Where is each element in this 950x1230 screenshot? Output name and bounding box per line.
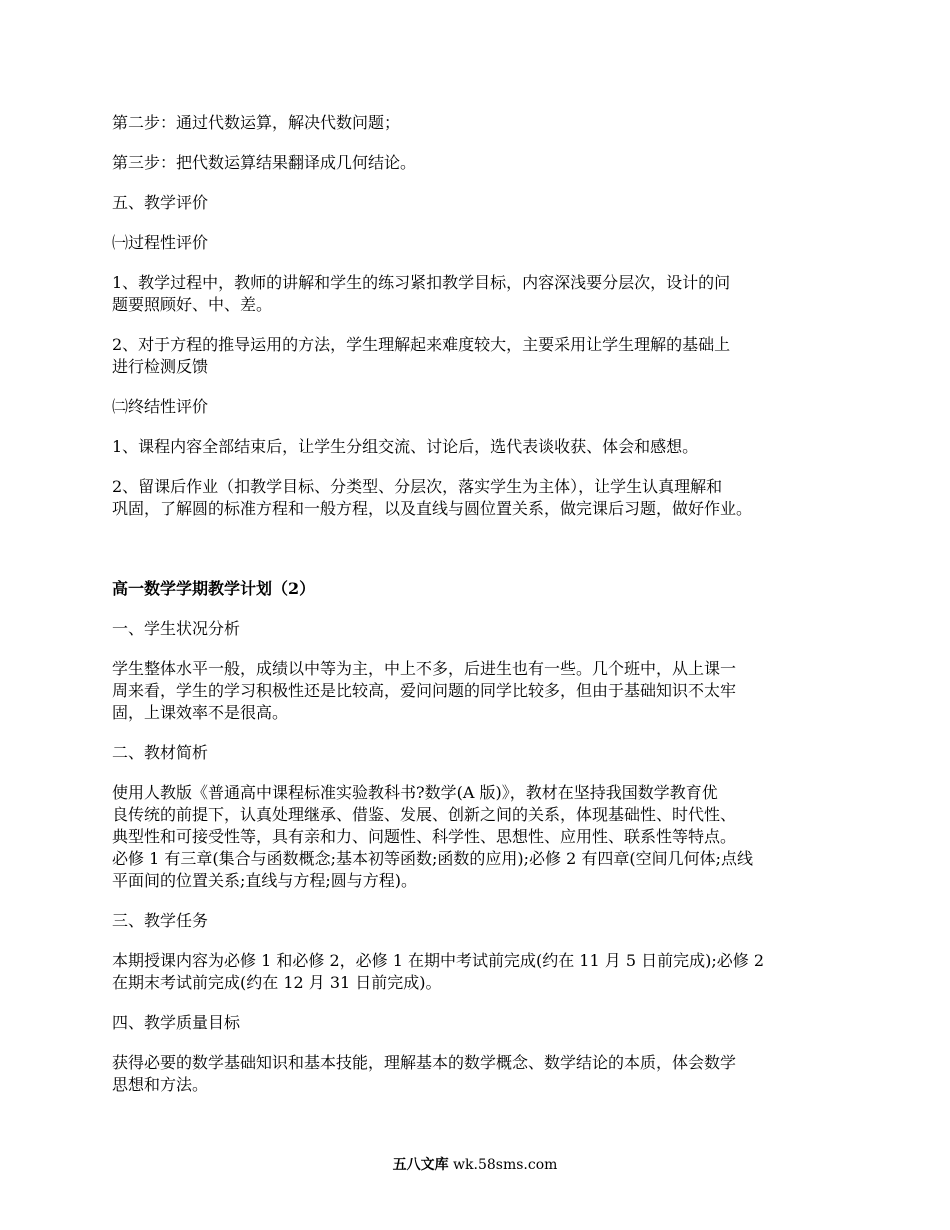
paragraph-student-analysis	[112, 658, 840, 724]
text-line: 必修 1 有三章(集合与函数概念;基本初等函数;函数的应用);必修 2 有四章(空间几何体;点线	[112, 849, 753, 868]
page-footer	[0, 1156, 950, 1174]
text-line: 1、教学过程中，教师的讲解和学生的练习紧扣教学目标，内容深浅要分层次，设计的问	[112, 273, 731, 292]
text-line: 平面间的位置关系;直线与方程;圆与方程)。	[112, 871, 418, 890]
paragraph-summative-2	[112, 476, 840, 520]
text-line: 在期末考试前完成(约在 12 月 31 日前完成)。	[112, 973, 442, 992]
text-line: 获得必要的数学基础知识和基本技能，理解基本的数学概念、数学结论的本质，体会数学	[112, 1053, 737, 1072]
footer-brand: 五八文库	[392, 1157, 449, 1173]
paragraph-teaching-tasks	[112, 950, 840, 994]
subheading-process-evaluation: ㈠过程性评价	[112, 233, 209, 252]
heading-student-analysis: 一、学生状况分析	[112, 619, 241, 638]
footer-site-link[interactable]: wk.58sms.com	[448, 1157, 558, 1173]
heading-quality-goals: 四、教学质量目标	[112, 1013, 241, 1032]
text-line: 典型性和可接受性等，具有亲和力、问题性、科学性、思想性、应用性、联系性等特点。	[112, 827, 737, 846]
text-line: 题要照顾好、中、差。	[112, 295, 273, 314]
paragraph-textbook-analysis	[112, 782, 840, 892]
paragraph-process-1	[112, 272, 840, 316]
document-body	[112, 112, 840, 1096]
text-line: 周来看，学生的学习积极性还是比较高，爱问问题的同学比较多，但由于基础知识不太牢	[112, 681, 737, 700]
text-line: 2、对于方程的推导运用的方法，学生理解起来难度较大，主要采用让学生理解的基础上	[112, 335, 731, 354]
text-line: 2、留课后作业（扣教学目标、分类型、分层次，落实学生为主体），让学生认真理解和	[112, 477, 723, 496]
text-line: 进行检测反馈	[112, 357, 209, 376]
paragraph-process-2	[112, 334, 840, 378]
text-line: 本期授课内容为必修 1 和必修 2，必修 1 在期中考试前完成(约在 11 月 5 日前完成);必修 2	[112, 951, 764, 970]
paragraph-step-three: 第三步：把代数运算结果翻译成几何结论。	[112, 153, 417, 172]
heading-textbook-analysis: 二、教材简析	[112, 743, 209, 762]
text-line: 固，上课效率不是很高。	[112, 703, 289, 722]
text-line: 学生整体水平一般，成绩以中等为主，中上不多，后进生也有一些。几个班中，从上课一	[112, 659, 737, 678]
heading-teaching-evaluation: 五、教学评价	[112, 193, 209, 212]
text-line: 思想和方法。	[112, 1075, 209, 1094]
section-title: 高一数学学期教学计划（2）	[112, 579, 316, 598]
paragraph-quality-goals	[112, 1052, 840, 1096]
text-line: 巩固，了解圆的标准方程和一般方程，以及直线与圆位置关系，做完课后习题，做好作业。	[112, 499, 753, 518]
paragraph-summative-1: 1、课程内容全部结束后，让学生分组交流、讨论后，选代表谈收获、体会和感想。	[112, 437, 699, 456]
subheading-summative-evaluation: ㈡终结性评价	[112, 397, 209, 416]
text-line: 使用人教版《普通高中课程标准实验教科书?数学(A 版)》，教材在坚持我国数学教育优	[112, 783, 718, 802]
paragraph-step-two: 第二步：通过代数运算，解决代数问题；	[112, 113, 401, 132]
heading-teaching-tasks: 三、教学任务	[112, 911, 209, 930]
text-line: 良传统的前提下，认真处理继承、借鉴、发展、创新之间的关系，体现基础性、时代性、	[112, 805, 737, 824]
